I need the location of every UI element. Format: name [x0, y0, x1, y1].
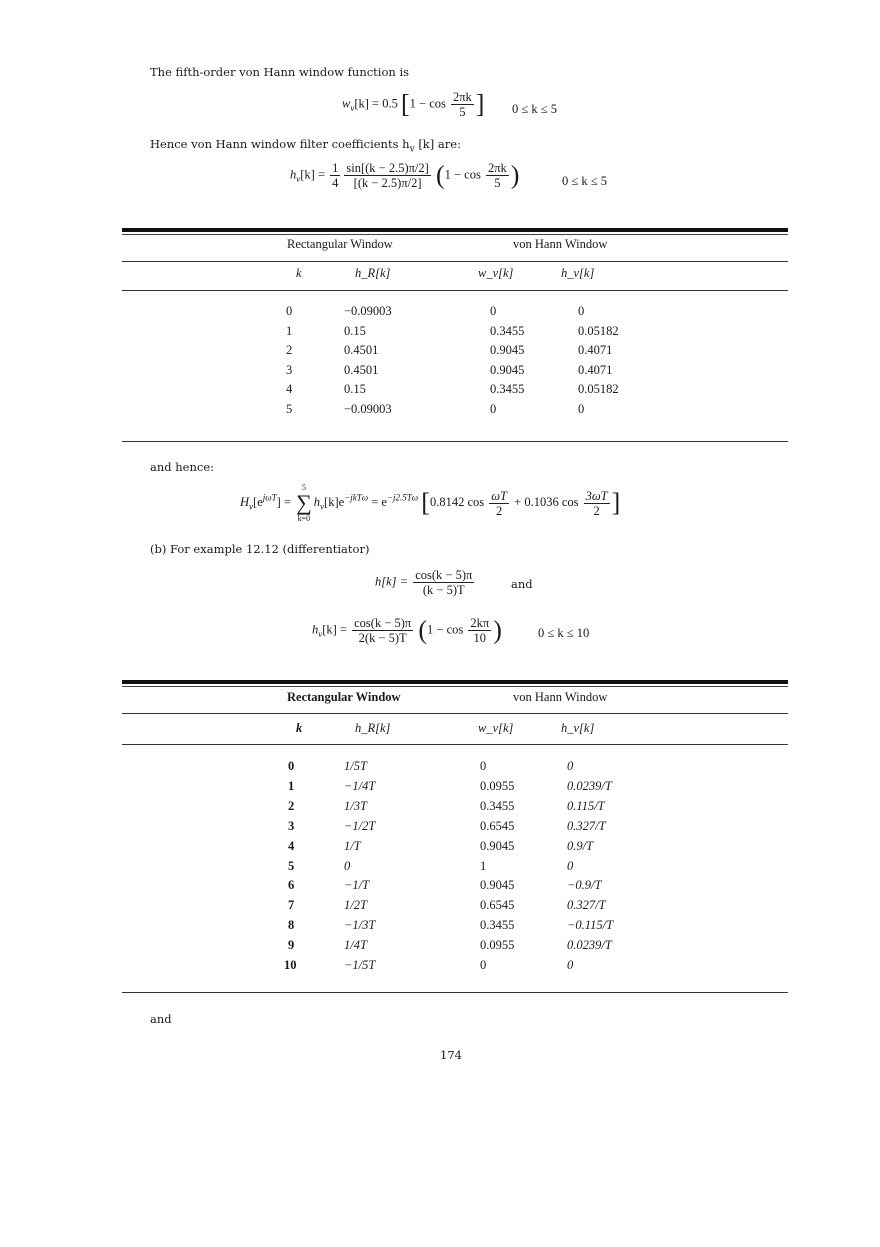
eq-subscript: v [318, 628, 323, 639]
table2-cell: 0.9045 [480, 838, 515, 853]
eq-fraction [413, 568, 474, 597]
table2-cell: −1/3T [344, 918, 376, 933]
eq-bracket: ] [475, 89, 485, 119]
table2-top-rule [122, 680, 788, 684]
eq-subscript: v [320, 501, 325, 512]
table1-cell: 0.4071 [578, 343, 613, 358]
eq-superscript: −j2.5Tω [386, 492, 419, 503]
table2-cell: 8 [288, 918, 295, 933]
table2-rule [122, 713, 788, 714]
table2-cell: 1/5T [344, 759, 367, 773]
eq-text: ] = [276, 494, 291, 509]
table1-cell: 0.4071 [578, 362, 613, 377]
eq-denominator: 10 [473, 631, 487, 645]
table1-bottom-rule [122, 441, 788, 442]
table2-cell: 1/4T [344, 938, 367, 953]
eq-denominator: 5 [459, 105, 466, 119]
table2-cell: 0.327/T [567, 818, 606, 833]
table1-top-rule-thin [122, 234, 788, 235]
table2-cell: 0 [567, 759, 574, 773]
table2-cell: −1/5T [344, 958, 376, 972]
table1-cell: 0.9045 [490, 362, 525, 377]
table2-cell: 1/2T [344, 898, 367, 913]
table2-cell: 1/3T [344, 798, 367, 813]
eq-text: 0.8142 cos [429, 494, 485, 509]
eq-numerator: cos(k − 5)π [415, 568, 473, 582]
table2-rule [122, 744, 788, 745]
eq-fraction [352, 616, 413, 645]
table1-col-k: k [296, 266, 302, 280]
table2-cell: 0 [288, 759, 295, 773]
eq-text: [k] = [300, 167, 325, 182]
eq-denominator: [(k − 2.5)π/2] [353, 176, 422, 190]
eq-denominator: 2 [593, 503, 600, 518]
eq-denominator: 5 [494, 176, 501, 190]
and-hence-text: and hence: [150, 460, 215, 474]
table1-top-rule [122, 228, 788, 232]
table1-cell: 0 [490, 402, 497, 416]
table1-cell: 3 [286, 362, 293, 377]
table1-cell: 4 [286, 382, 293, 397]
table2-cell: 0 [567, 858, 574, 873]
eq-subscript: v [249, 501, 254, 512]
eq-denominator: 2(k − 5)T [358, 631, 407, 645]
table1-cell: 2 [286, 343, 293, 358]
eq-symbol: h [312, 622, 319, 637]
eq-sum-lower: k=0 [297, 514, 311, 523]
eq-numerator: ωT [491, 488, 508, 503]
table1-col-hr: h_R[k] [355, 266, 391, 280]
table2-cell: 0.0239/T [567, 778, 612, 793]
equation-frequency-response [240, 483, 620, 523]
part-b-text: (b) For example 12.12 (differentiator) [150, 542, 370, 556]
eq-text: + 0.1036 cos [514, 494, 579, 509]
table2-cell: 0.9/T [567, 838, 594, 853]
trailing-and-text: and [150, 1012, 172, 1026]
table2-cell: −0.9/T [567, 878, 602, 893]
eq-numerator: 2kπ [470, 616, 490, 630]
eq-numerator: cos(k − 5)π [354, 616, 412, 630]
table2-cell: 3 [288, 818, 295, 833]
table2-cell: 1/T [344, 838, 361, 853]
eq-text: h[k] = [375, 574, 409, 589]
table2-cell: 0.327/T [567, 898, 606, 913]
page-number: 174 [440, 1048, 462, 1062]
table2-cell: 0 [344, 858, 351, 873]
eq-paren: ) [510, 160, 520, 190]
eq-sum-upper: 5 [301, 483, 306, 492]
table1-cell: 0.3455 [490, 323, 525, 338]
table1-rule [122, 261, 788, 262]
table2-cell: 10 [284, 958, 297, 972]
eq-numerator: 2πk [452, 90, 472, 104]
eq-symbol: w [342, 96, 351, 111]
equation-window-function [342, 90, 484, 119]
table2-top-rule-thin [122, 686, 788, 687]
eq-text: 1 − cos [409, 96, 446, 111]
eq-range: 0 ≤ k ≤ 5 [512, 102, 557, 116]
and-text: and [511, 577, 533, 591]
eq-numerator: sin[(k − 2.5)π/2] [346, 161, 429, 175]
table2-cell: 0.0955 [480, 778, 515, 793]
table1-cell: 0.15 [344, 323, 366, 338]
eq-paren: ) [493, 615, 502, 645]
eq-fraction [486, 161, 509, 190]
equation-hann-differentiator [312, 616, 502, 645]
eq-fraction [489, 489, 509, 518]
eq-numerator: 3ωT [585, 488, 608, 503]
eq-fraction [330, 161, 340, 190]
eq-text: = e [371, 494, 387, 509]
table2-cell: −1/2T [344, 818, 376, 833]
table2-cell: −1/4T [344, 778, 376, 793]
table2-cell: 9 [288, 938, 295, 953]
table2-cell: 0.3455 [480, 918, 515, 933]
table1-cell: 0.05182 [578, 323, 619, 338]
eq-fraction [451, 90, 474, 119]
equation-hann-coefficients [290, 161, 519, 190]
eq-fraction [584, 489, 610, 518]
table1-cell: 5 [286, 402, 293, 416]
table1-rule [122, 290, 788, 291]
table2-cell: 0.9045 [480, 878, 515, 893]
text-segment: Hence von Hann window filter coefficients h [150, 137, 410, 151]
table2-cell: 0.115/T [567, 798, 605, 813]
table1-cell: −0.09003 [344, 402, 392, 416]
eq-symbol: h [290, 167, 297, 182]
table2-cell: 7 [288, 898, 295, 913]
eq-subscript: v [350, 102, 355, 113]
eq-text: 1 − cos [427, 622, 464, 637]
table2-cell: 0.0955 [480, 938, 515, 953]
eq-fraction [468, 616, 491, 645]
table1-cell: 0.3455 [490, 382, 525, 397]
eq-symbol: H [240, 494, 250, 509]
eq-bracket: ] [611, 488, 621, 517]
eq-fraction [344, 161, 430, 190]
table2-cell: 1 [480, 858, 487, 873]
table1-group-rectangular: Rectangular Window [287, 237, 393, 251]
table1-cell: −0.09003 [344, 304, 392, 318]
table1-cell: 0 [578, 402, 585, 416]
table2-cell: 1 [288, 778, 295, 793]
eq-range: 0 ≤ k ≤ 10 [538, 626, 590, 640]
eq-text: 1 − cos [444, 167, 481, 182]
table1-cell: 0.4501 [344, 343, 379, 358]
intro-text: The fifth-order von Hann window function is [150, 65, 410, 79]
table2-col-hr: h_R[k] [355, 721, 391, 735]
eq-text: [k]e [324, 494, 345, 509]
eq-bracket: [ [400, 89, 410, 119]
eq-subscript: v [296, 173, 301, 184]
table2-group-hann: von Hann Window [513, 690, 608, 704]
eq-denominator: 2 [496, 503, 503, 518]
table2-group-rectangular: Rectangular Window [287, 690, 401, 704]
table2-cell: 5 [288, 858, 295, 873]
table2-cell: 4 [288, 838, 295, 853]
table2-cell: 0 [480, 958, 487, 972]
eq-symbol: h [313, 494, 321, 509]
table2-cell: 0.3455 [480, 798, 515, 813]
table1-group-hann: von Hann Window [513, 237, 608, 251]
table2-cell: 2 [288, 798, 295, 813]
table2-bottom-rule [122, 992, 788, 993]
table1-cell: 0 [490, 304, 497, 318]
table2-cell: 0.0239/T [567, 938, 612, 953]
table2-cell: 0 [480, 759, 487, 773]
eq-text: [k] = 0.5 [354, 96, 398, 111]
eq-numerator: 1 [332, 161, 339, 175]
table2-cell: 0.6545 [480, 818, 515, 833]
text-subscript: v [409, 144, 415, 155]
eq-text: [e [253, 494, 263, 509]
eq-text: [k] = [322, 622, 347, 637]
table1-cell: 0 [578, 304, 585, 318]
table2-cell: −1/T [344, 878, 370, 893]
eq-paren: ( [435, 160, 445, 190]
text-segment: [k] are: [418, 137, 461, 151]
table1-cell: 0.4501 [344, 362, 379, 377]
eq-bracket: [ [421, 488, 430, 517]
table1-cell: 0.05182 [578, 382, 619, 397]
eq-summation [296, 483, 312, 523]
table2-cell: −0.115/T [567, 918, 614, 933]
table2-cell: 0.6545 [480, 898, 515, 913]
equation-differentiator [375, 568, 476, 597]
table1-col-wv: w_v[k] [478, 266, 514, 280]
table1-col-hv: h_v[k] [561, 266, 595, 280]
eq-superscript: jωT [262, 492, 277, 503]
coefficients-text [150, 137, 461, 154]
eq-denominator: 4 [332, 176, 339, 190]
eq-range: 0 ≤ k ≤ 5 [562, 174, 607, 188]
eq-numerator: 2πk [487, 161, 507, 175]
table2-cell: 0 [567, 958, 574, 972]
table2-col-hv: h_v[k] [561, 721, 595, 735]
table1-cell: 1 [286, 323, 293, 338]
eq-denominator: (k − 5)T [422, 583, 465, 597]
eq-sum-symbol: ∑ [296, 490, 312, 515]
table2-col-k: k [296, 721, 303, 735]
table1-cell: 0.9045 [490, 343, 525, 358]
table2-cell: 6 [288, 878, 295, 893]
eq-paren: ( [418, 615, 428, 645]
eq-superscript: −jkTω [344, 492, 369, 503]
table2-col-wv: w_v[k] [478, 721, 514, 735]
table1-cell: 0 [286, 304, 293, 318]
table1-cell: 0.15 [344, 382, 366, 397]
